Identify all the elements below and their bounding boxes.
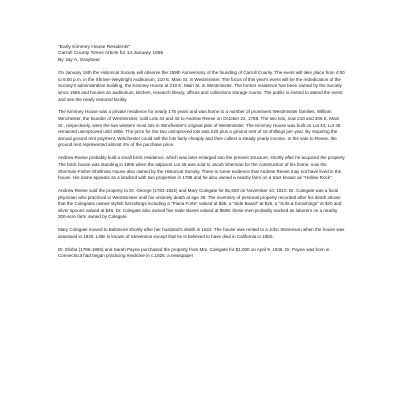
paragraph: Mary Colegate moved to Baltimore shortly after her husband's death in 1822. The house was rented to a John Stevenson when the house was assessed in 1825. Little is known of Stevenson except that he is believed to have died in California in 1850. xyxy=(58,227,345,239)
article-byline: By Jay A. Graybeal xyxy=(58,57,100,63)
paragraph: Dr. Elisha (1796-1855) and Sarah Payne purchased the property from Mrs. Colegate for $1,000 on April 9, 1846. Dr. Payne was born in Connecticut had began practicing medicine in c.1825; a newspaper xyxy=(58,246,330,259)
article-heading xyxy=(58,45,346,64)
paragraph: The Kimmey House was a private residence for nearly 175 years and was home to a number of prominent Westminster families. William Winchester, the founder of Westminster, sold Lots 44 and 45 to Andrew Reese on October 22, 1788. The two lots, now 210 and 206 E. Main St., respectively, were the two western most lots in Winchester's original plan of Westminster. The Kimmey House was built on Lot 44; Lot 45 remained unimproved until 1806. The price for the two unimproved lots was £20 plus a ground rent of 15 shillings per year. By requiring the annual ground rent payment, Winchester could sell the lots fairly cheaply and then collect a steady yearly income. In the sale to Reese, the ground rent represented almost 4% of the purchase price. xyxy=(58,109,341,148)
article-body xyxy=(58,45,346,266)
article-title: "Early Kimmey House Residents" xyxy=(58,45,131,50)
paragraph: Andrew Reese probably built a small brick residence, which was later enlarged into the present structure, shortly after he acquired the property. The brick house was standing in 1806 when the adjacent Lot 45 was sold to Jacob Sherman for the construction of his home, now the Sherman-Fisher-Shellman House also owned by the Historical Society. There is some evidence that Andrew Reese may not have lived in the house. His name appears as a landlord with two properties in 1798 and he also owned a nearby farm on a tract known as "Hollow Rock". xyxy=(58,155,346,181)
article-source: Carroll County Times Article for 14 January 1996 xyxy=(58,51,164,57)
paragraph: Andrew Reese sold the property to Dr. George (1783-1822) and Mary Colegate for $1,600 on November 10, 1810. Dr. Colegate was a local physician who practiced in Westminster until his untimely death at age 39. The inventory of personal property recorded after his death shows that the Colegates owned stylish furnishings including a "Piana Forte" valued at $35, a "Side Board" at $25, a "Sofa & furnishings" at $20 and silver spoons valued at $46. Dr. Colegate also owned five male slaves valued at $585; these men probably worked as laborers on a nearby 300-acre farm owned by Colegate. xyxy=(58,188,342,220)
paragraph: On January 19th the Historical Society will observe the 159th Anniversary of the founding of Carroll County. The event will take place from 4:00 to 6:00 p.m. in the Shriver-Weybright Auditorium, 210 E. Main St. in Westminster. The focus of this year's event will be the rededication of the Society's administrative building, the Kimmey House at 210 E. Main St. in Westminster. The former residence has been owned by the Society since 1966 and houses an auditorium, kitchen, research library, offices and collections storage rooms. The public is invited to attend the event and see the newly restored facility. xyxy=(58,70,345,102)
